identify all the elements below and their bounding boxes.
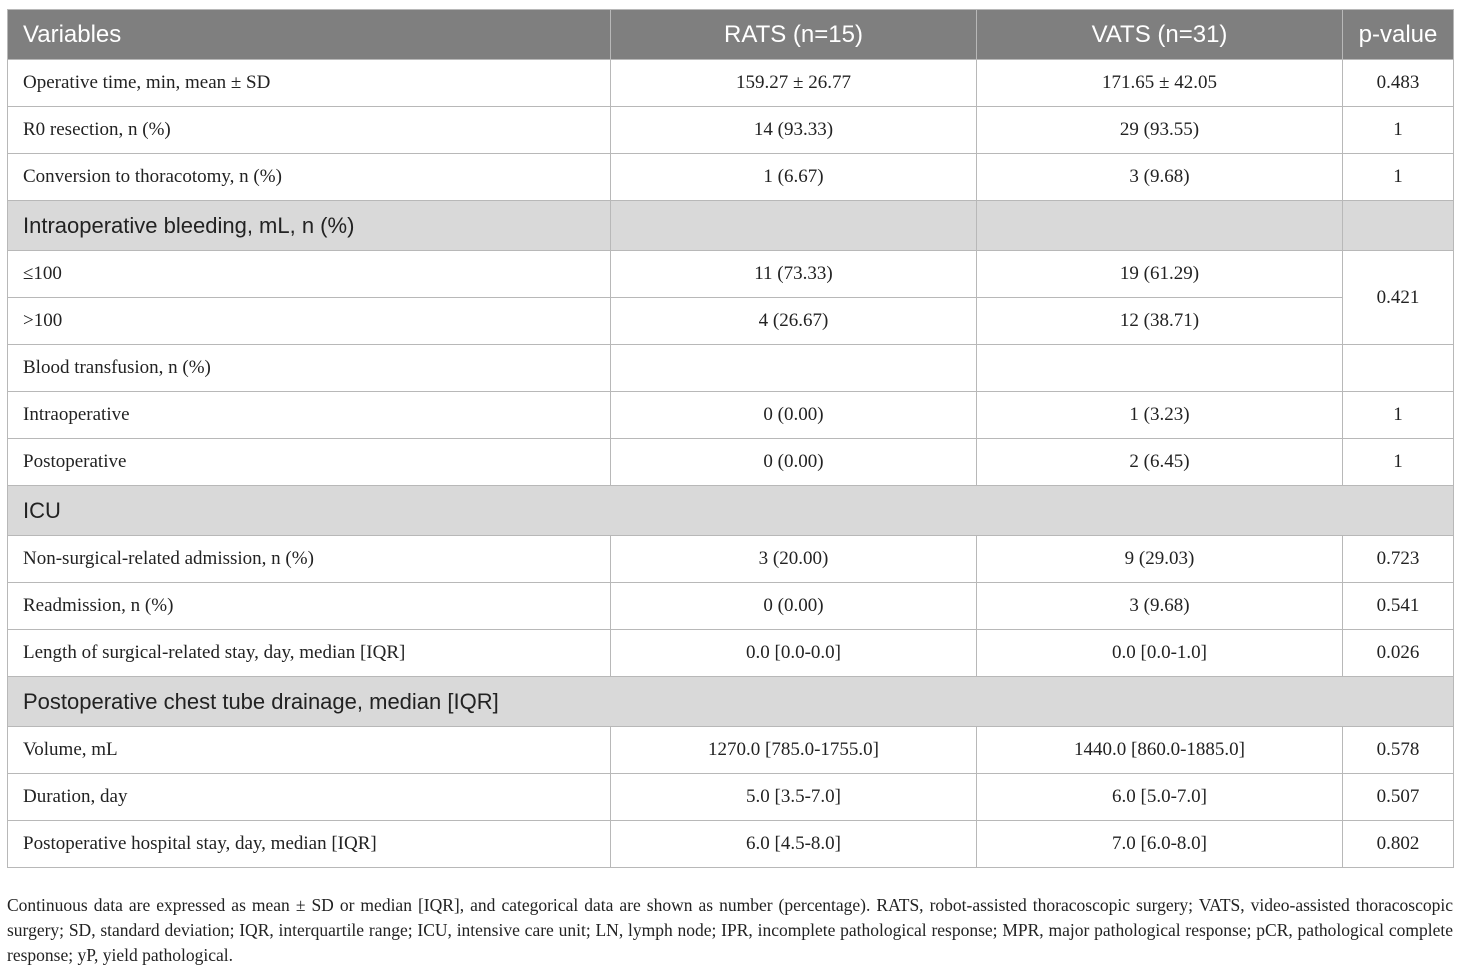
- p-value: 0.483: [1343, 60, 1454, 107]
- section-label: Postoperative chest tube drainage, median [IQR]: [8, 677, 1454, 727]
- header-rats: RATS (n=15): [611, 10, 977, 60]
- table-row: [8, 536, 1454, 583]
- table-row: [8, 154, 1454, 201]
- vats-value: 0.0 [0.0-1.0]: [977, 630, 1343, 677]
- section-label: ICU: [8, 486, 1454, 536]
- header-pvalue: p-value: [1343, 10, 1454, 60]
- header-vats: VATS (n=31): [977, 10, 1343, 60]
- table-row: [8, 298, 1454, 345]
- vats-value: 2 (6.45): [977, 439, 1343, 486]
- section-row: [8, 486, 1454, 536]
- results-table: [7, 9, 1454, 868]
- row-label: Readmission, n (%): [8, 583, 611, 630]
- rats-value: 3 (20.00): [611, 536, 977, 583]
- p-value: 1: [1343, 392, 1454, 439]
- vats-value: 7.0 [6.0-8.0]: [977, 821, 1343, 868]
- row-label: Intraoperative: [8, 392, 611, 439]
- vats-value: 9 (29.03): [977, 536, 1343, 583]
- rats-value: 5.0 [3.5-7.0]: [611, 774, 977, 821]
- vats-value: 3 (9.68): [977, 154, 1343, 201]
- row-label: Operative time, min, mean ± SD: [8, 60, 611, 107]
- empty-cell: [977, 201, 1343, 251]
- rats-value: 159.27 ± 26.77: [611, 60, 977, 107]
- table-row: [8, 439, 1454, 486]
- header-row: [8, 10, 1454, 60]
- table-footnote: Continuous data are expressed as mean ± SD or median [IQR], and categorical data are shown as number (percentage). RATS, robot-assisted thoracoscopic surgery; VATS, video-assisted thoracoscopic surgery; SD, standard deviation; IQR, interquartile range; ICU, intensive care unit; LN, lymph node; IPR, incomplete pathological response; MPR, major pathological response; pCR, pathological complete response; yP, yield pathological.: [7, 895, 1453, 965]
- p-value: 0.421: [1343, 251, 1454, 345]
- p-value: 0.802: [1343, 821, 1454, 868]
- p-value: 0.723: [1343, 536, 1454, 583]
- empty-cell: [1343, 345, 1454, 392]
- section-label: Intraoperative bleeding, mL, n (%): [8, 201, 611, 251]
- row-label: >100: [8, 298, 611, 345]
- rats-value: 0 (0.00): [611, 439, 977, 486]
- p-value: 0.026: [1343, 630, 1454, 677]
- vats-value: 6.0 [5.0-7.0]: [977, 774, 1343, 821]
- header-variables: Variables: [8, 10, 611, 60]
- row-label: R0 resection, n (%): [8, 107, 611, 154]
- results-table-container: [7, 9, 1453, 868]
- empty-cell: [611, 201, 977, 251]
- empty-cell: [977, 345, 1343, 392]
- vats-value: 3 (9.68): [977, 583, 1343, 630]
- p-value: 0.507: [1343, 774, 1454, 821]
- rats-value: 14 (93.33): [611, 107, 977, 154]
- p-value: 1: [1343, 439, 1454, 486]
- row-label: Postoperative: [8, 439, 611, 486]
- rats-value: 1 (6.67): [611, 154, 977, 201]
- rats-value: 1270.0 [785.0-1755.0]: [611, 727, 977, 774]
- p-value: 1: [1343, 154, 1454, 201]
- vats-value: 171.65 ± 42.05: [977, 60, 1343, 107]
- rats-value: 4 (26.67): [611, 298, 977, 345]
- rats-value: 0.0 [0.0-0.0]: [611, 630, 977, 677]
- row-label: Duration, day: [8, 774, 611, 821]
- row-label: Length of surgical-related stay, day, median [IQR]: [8, 630, 611, 677]
- p-value: 0.578: [1343, 727, 1454, 774]
- table-row: [8, 583, 1454, 630]
- table-row: [8, 630, 1454, 677]
- table-row: [8, 107, 1454, 154]
- row-label: Blood transfusion, n (%): [8, 345, 611, 392]
- row-label: Volume, mL: [8, 727, 611, 774]
- empty-cell: [1343, 201, 1454, 251]
- table-row: [8, 345, 1454, 392]
- table-row: [8, 251, 1454, 298]
- p-value: 0.541: [1343, 583, 1454, 630]
- table-row: [8, 774, 1454, 821]
- table-row: [8, 821, 1454, 868]
- empty-cell: [611, 345, 977, 392]
- vats-value: 1440.0 [860.0-1885.0]: [977, 727, 1343, 774]
- row-label: Postoperative hospital stay, day, median [IQR]: [8, 821, 611, 868]
- table-row: [8, 727, 1454, 774]
- section-row: [8, 677, 1454, 727]
- row-label: ≤100: [8, 251, 611, 298]
- vats-value: 1 (3.23): [977, 392, 1343, 439]
- vats-value: 19 (61.29): [977, 251, 1343, 298]
- rats-value: 0 (0.00): [611, 583, 977, 630]
- row-label: Conversion to thoracotomy, n (%): [8, 154, 611, 201]
- row-label: Non-surgical-related admission, n (%): [8, 536, 611, 583]
- section-row: [8, 201, 1454, 251]
- table-row: [8, 392, 1454, 439]
- rats-value: 0 (0.00): [611, 392, 977, 439]
- vats-value: 29 (93.55): [977, 107, 1343, 154]
- table-row: [8, 60, 1454, 107]
- rats-value: 11 (73.33): [611, 251, 977, 298]
- p-value: 1: [1343, 107, 1454, 154]
- rats-value: 6.0 [4.5-8.0]: [611, 821, 977, 868]
- vats-value: 12 (38.71): [977, 298, 1343, 345]
